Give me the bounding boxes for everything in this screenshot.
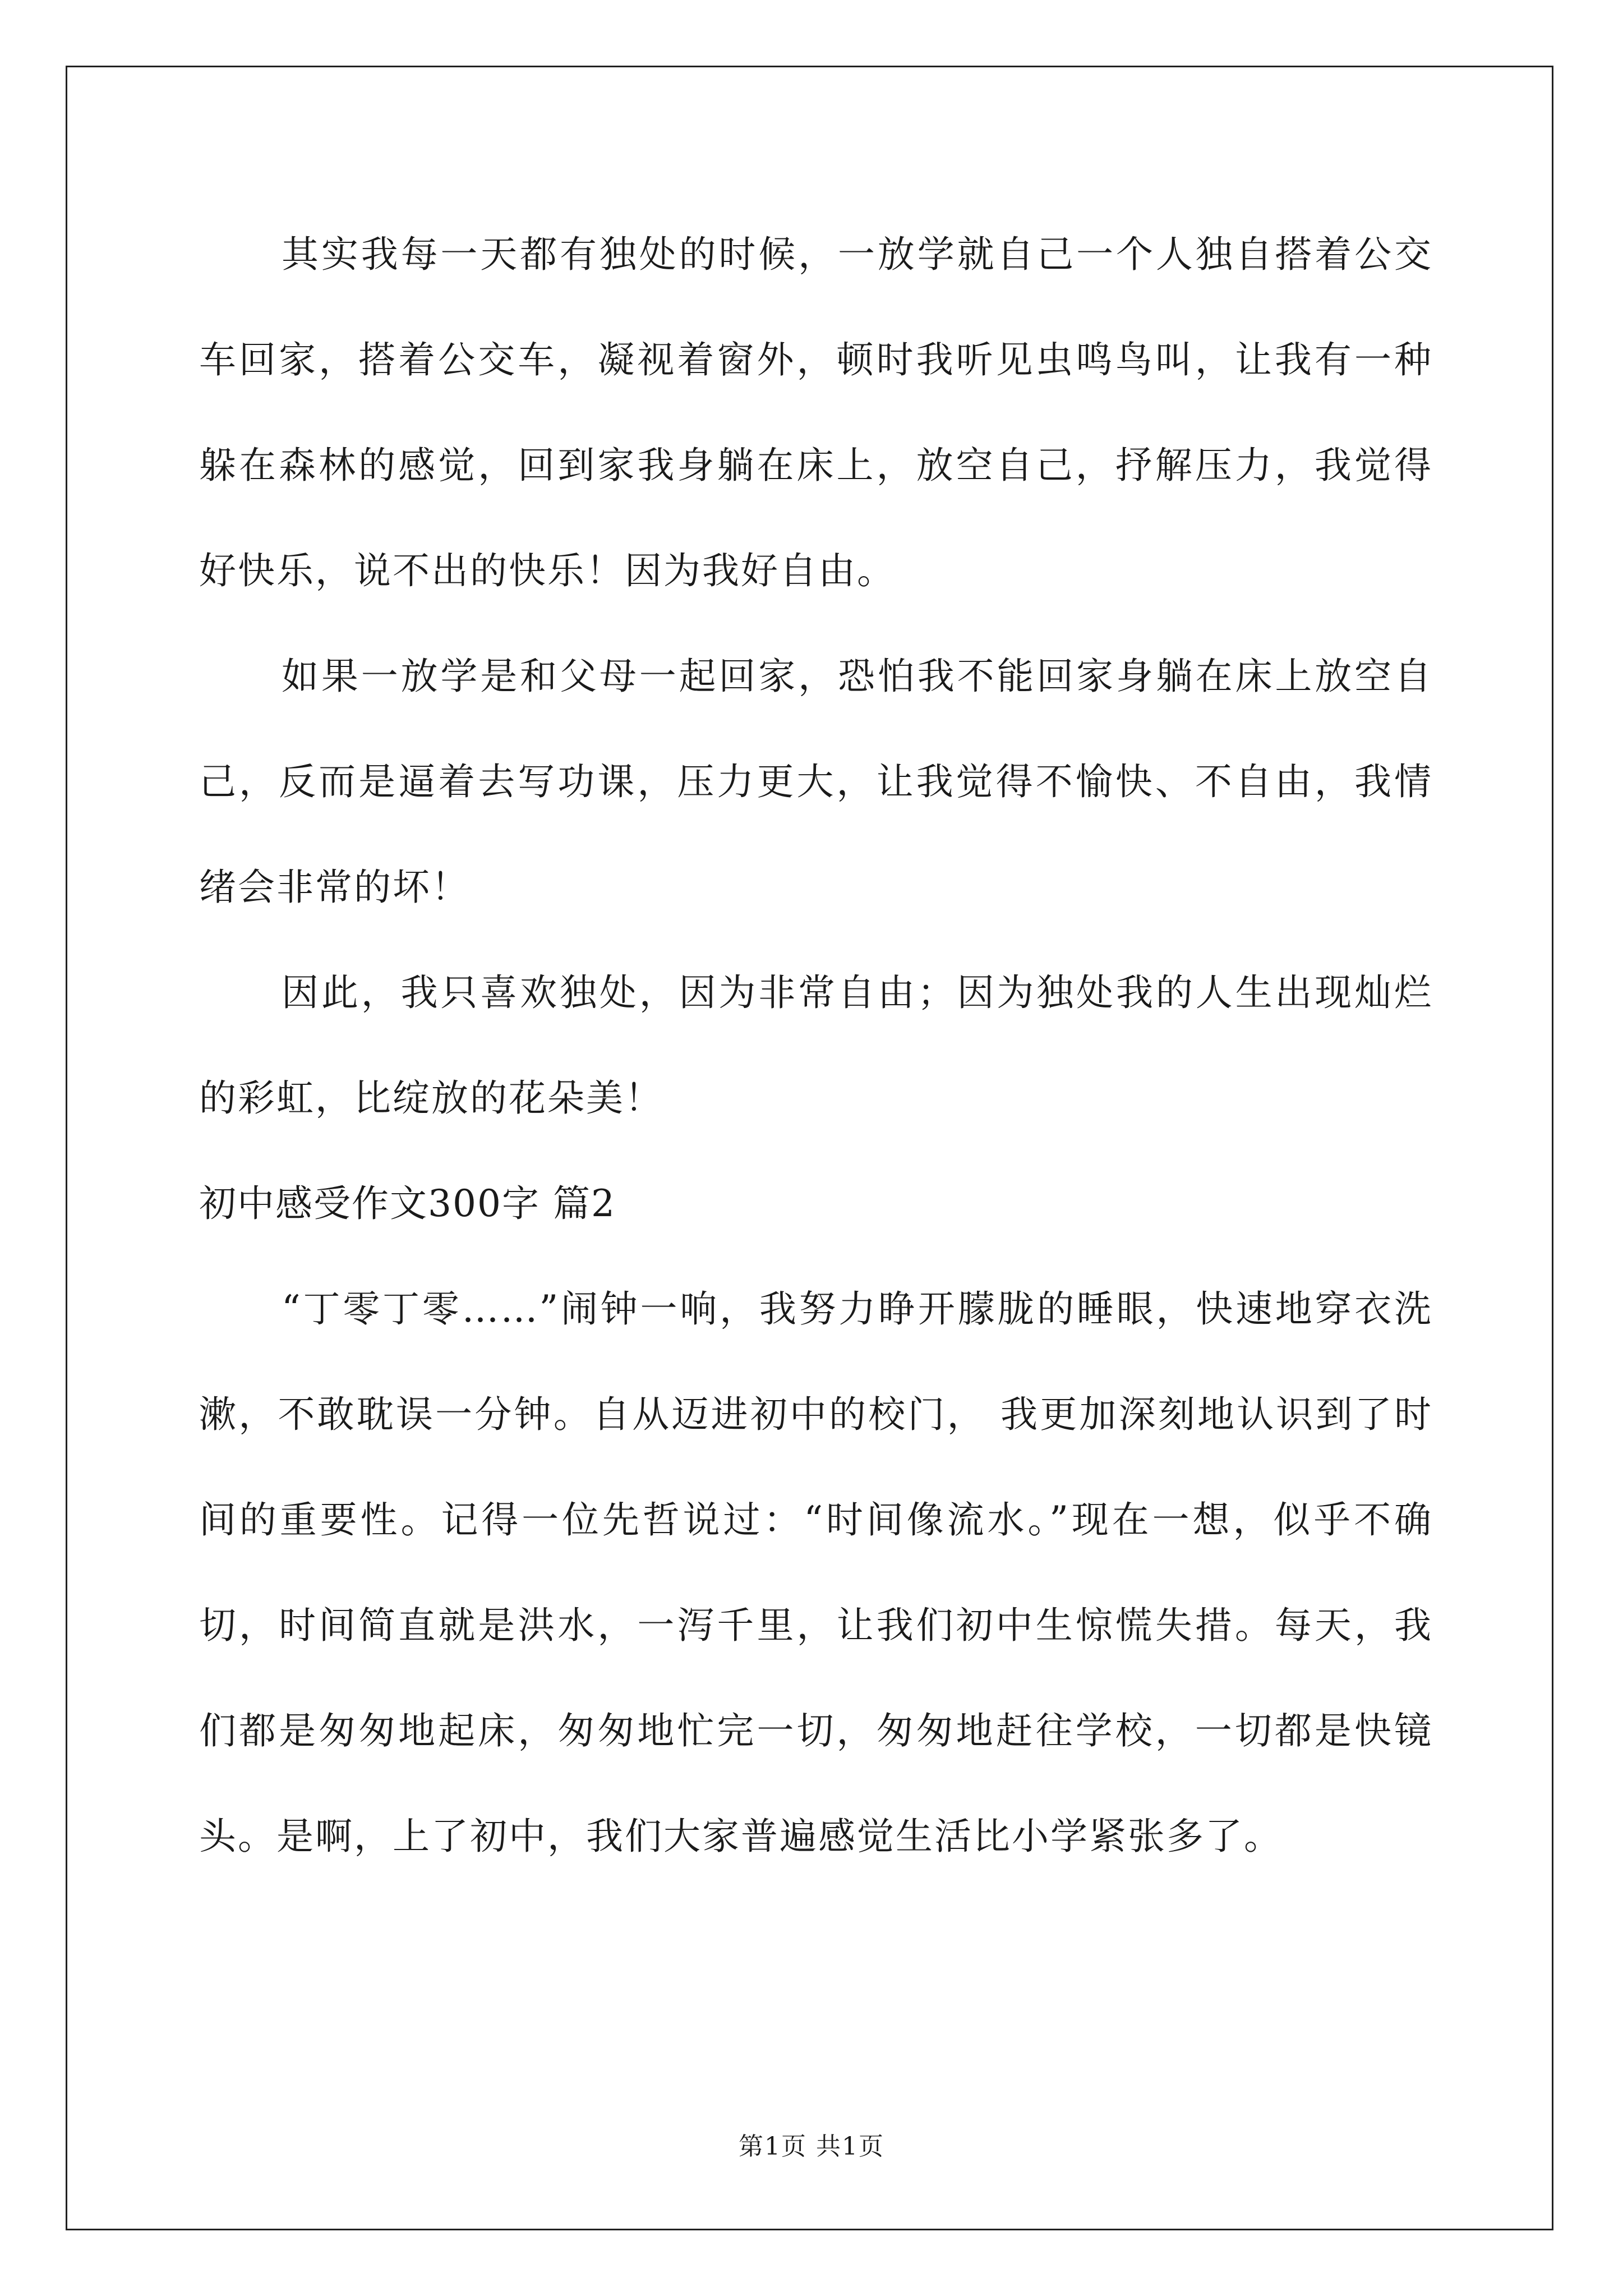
paragraph: 其实我每一天都有独处的时候，一放学就自己一个人独自搭着公交车回家，搭着公交车，凝视着窗外，顿时我听见虫鸣鸟叫，让我有一种躲在森林的感觉，回到家我身躺在床上，放空自己，抒解压力，我觉得好快乐，说不出的快乐！因为我好自由。 (199, 233, 1433, 592)
paragraph: 因此，我只喜欢独处，因为非常自由；因为独处我的人生出现灿烂的彩虹，比绽放的花朵美！ (199, 971, 1433, 1120)
section-heading: 初中感受作文300字 篇2 (199, 1182, 616, 1225)
document-body (199, 202, 1433, 1889)
page-footer: 第1页 共1页 (739, 2132, 884, 2161)
paragraph: 如果一放学是和父母一起回家，恐怕我不能回家身躺在床上放空自己，反而是逼着去写功课，压力更大，让我觉得不愉快、不自由，我情绪会非常的坏！ (199, 655, 1433, 909)
paragraph: “丁零丁零……”闹钟一响，我努力睁开朦胧的睡眼，快速地穿衣洗漱，不敢耽误一分钟。自从迈进初中的校门， 我更加深刻地认识到了时间的重要性。记得一位先哲说过：“时间像流水。”现在一想，似乎不确切，时间简直就是洪水，一泻千里，让我们初中生惊慌失措。每天，我们都是匆匆地起床，匆匆地忙完一切，匆匆地赶往学校，一切都是快镜头。是啊，上了初中，我们大家普遍感觉生活比小学紧张多了。 (199, 1287, 1433, 1858)
